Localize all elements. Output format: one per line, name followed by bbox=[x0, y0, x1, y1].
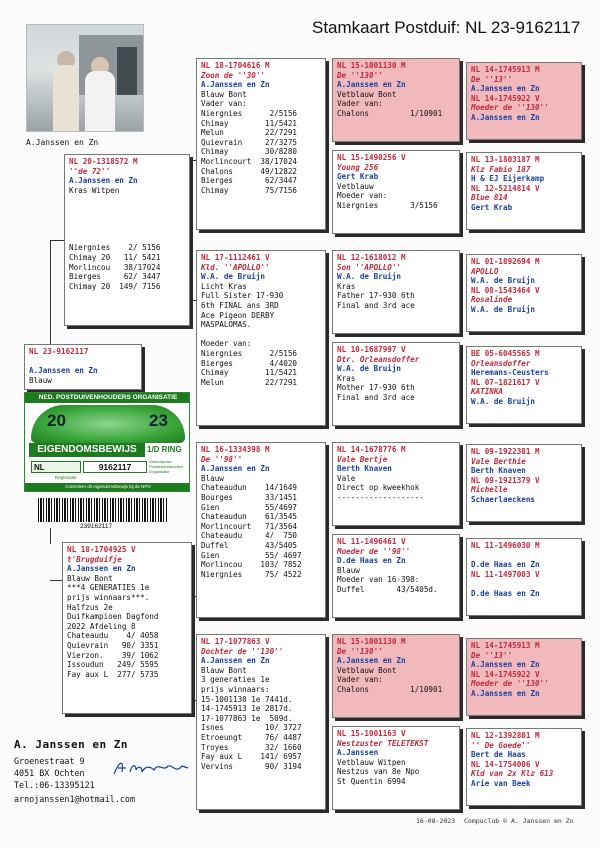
gen4-card-4: BE 05-6045565 M Orleansdoffer Heremans-Ceusters NL 07-1821617 V KATINKA W.A. de Bruijn bbox=[466, 346, 582, 424]
owner-signature-icon bbox=[112, 758, 192, 780]
barcode-number: 239162117 bbox=[80, 523, 113, 530]
barcode bbox=[38, 498, 168, 522]
gen4-card-7: NL 14-1745913 M De ''13'' A.Janssen en Zn NL 14-1745922 V Moeder de ''130'' A.Janssen en Zn bbox=[466, 638, 582, 716]
father-card bbox=[64, 154, 190, 326]
mother-card bbox=[62, 542, 192, 714]
father-ring: NL 20-1318572 M bbox=[69, 157, 138, 166]
connector bbox=[50, 240, 64, 241]
mother-color: Blauw Bont bbox=[67, 573, 113, 583]
father-results: Niergnies 2/ 5156 Chimay 20 11/ 5421 Morlincou 38/17024 Bierges 62/ 3447 Chimay 20 149/ 7156 bbox=[69, 243, 161, 291]
ff-card: NL 18-1704616 M Zoon de ''30'' A.Janssen en Zn Blauw Bont Vader van: Niergnies 2/5156 Chimay 11/5421 Melun 22/7291 Quievrain 27/3275 Chimay 30/8280 Morlincourt 38/17024 Chalons 49/12822 Bierges 62/3447 Chimay 75/7156 bbox=[196, 58, 326, 230]
certificate-year-left: 20 bbox=[47, 411, 66, 430]
certificate-registration: Registratie bbox=[55, 475, 77, 480]
father-name: ''de 72'' bbox=[69, 166, 111, 176]
subject-breeder: A.Janssen en Zn bbox=[29, 366, 98, 376]
footer-copyright: Compuclub © A. Janssen en Zn bbox=[464, 817, 574, 825]
footer-date: 16-08-2023 bbox=[416, 817, 456, 825]
owner-tel: Tel.:06-13395121 bbox=[14, 780, 95, 790]
mmm-card: NL 15-1001163 V Nestzuster TELETEKST A.Janssen Vetblauw Witpen Nestzus van 8e Npo St Quentin 6994 bbox=[332, 726, 460, 810]
certificate-org: NED. POSTDUIVENHOUDERS ORGANISATIE bbox=[25, 393, 190, 403]
gen4-card-3: NL 01-1892694 M APOLLO W.A. de Bruijn NL 08-1543464 V Rosalinde W.A. de Bruijn bbox=[466, 254, 582, 332]
mmf-card: NL 15-1001130 M De ''130'' A.Janssen en Zn Vetblauw Bont Vader van: Chalons 1/10901 bbox=[332, 634, 460, 718]
connector bbox=[50, 240, 51, 344]
fmf-card: NL 12-1618012 M Son ''APOLLO'' W.A. de Bruijn Kras Father 17-930 6th Final and 3rd ace bbox=[332, 250, 460, 334]
gen4-card-2: NL 13-1803187 M Klz Fabio 187 H & EJ Eijerkamp NL 12-5214814 V Blue 814 Gert Krab bbox=[466, 152, 582, 230]
connector bbox=[50, 528, 51, 544]
ownership-certificate bbox=[24, 392, 190, 492]
father-color: Kras Witpen bbox=[69, 185, 120, 195]
connector bbox=[50, 580, 62, 581]
owner-email: arnojanssen1@hotmail.com bbox=[14, 794, 136, 804]
mother-breeder: A.Janssen en Zn bbox=[67, 564, 136, 574]
subject-card bbox=[24, 344, 142, 390]
owner-street: Groenestraat 9 bbox=[14, 756, 85, 766]
certificate-ring-suffix: 1/D RING bbox=[147, 445, 182, 454]
mf-card: NL 16-1334398 M De ''98'' A.Janssen en Zn Blauw Chateaudun 14/1649 Bourges 33/1451 Gien 55/4697 Chateaudun 61/3545 Morlincourt 71/3564 Chateaudu 4/ 750 Duffel 43/5405 Gien 55/ 4697 Morlincou 103/ 7852 Niergnies 75/ 4522 bbox=[196, 442, 326, 618]
gen4-card-6: NL 11-1496030 M D.de Haas en Zn NL 11-1497003 V D.de Haas en Zn bbox=[466, 538, 582, 616]
subject-color: Blauw bbox=[29, 375, 52, 385]
gen4-card-1: NL 14-1745913 M De ''13'' A.Janssen en Zn NL 14-1745922 V Moeder de ''130'' A.Janssen en Zn bbox=[466, 62, 582, 140]
certificate-npo: Nederlandse Postduivenhouders Organisatie bbox=[149, 459, 184, 474]
fm-card: NL 17-1112461 V Kld. ''APOLLO'' W.A. de Bruijn Licht Kras Full Sister 17-930 6th FINAL ans 3RD Ace Pigeon DERBY MASPALOMAS. Moeder van: Niergnies 2/5156 Bierges 4/4020 Chimay 11/5421 Melun 22/7291 bbox=[196, 250, 326, 426]
certificate-banner: EIGENDOMSBEWIJS bbox=[29, 443, 145, 457]
mff-card: NL 14-1678776 M Vale Bertje Berth Knaven Vale Direct op kweekhok ------------------- bbox=[332, 442, 460, 526]
ffm-card: NL 15-1490256 V Young 256 Gert Krab Vetblauw Moeder van: Niergnies 3/5156 bbox=[332, 150, 460, 234]
gen4-card-8: NL 12-1392801 M '' De Goede'' Bert de Haas NL 14-1754006 V Kld van 2x Klz 613 Arie van Beek bbox=[466, 728, 582, 806]
certificate-year-right: 23 bbox=[149, 411, 168, 430]
photo-caption: A.Janssen en Zn bbox=[26, 138, 99, 147]
subject-ring: NL 23-9162117 bbox=[29, 347, 89, 356]
certificate-footer: Controleer dit eigendomsbewijs bij de NPO bbox=[25, 483, 190, 491]
gen4-card-5: NL 09-1922381 M Vale Berthie Berth Knaven NL 09-1921379 V Michelle Schaerlaeckens bbox=[466, 444, 582, 522]
owner-photo bbox=[26, 24, 144, 132]
owner-name: A. Janssen en Zn bbox=[14, 738, 128, 751]
father-breeder: A.Janssen en Zn bbox=[69, 176, 138, 186]
page-title: Stamkaart Postduif: NL 23-9162117 bbox=[312, 18, 581, 37]
mm-card: NL 17-1077863 V Dochter de ''130'' A.Janssen en Zn Blauw Bont 3 generaties 1e prijs winnaars: 15-1001130 1e 7441d. 14-1745913 1e 2817d. 17-1077863 1e 509d. Isnes 10/ 3727 Etroeungt 76/ 4487 Troyes 32/ 1660 Fay aux L 141/ 6957 Vervins 90/ 3194 bbox=[196, 634, 326, 810]
fmm-card: NL 10-1687997 V Dtr. Orleansdoffer W.A. de Bruijn Kras Mother 17-930 6th Final and 3rd ace bbox=[332, 342, 460, 426]
mother-ring: NL 18-1704925 V bbox=[67, 545, 136, 554]
mfm-card: NL 11-1496461 V Moeder de ''98'' D.de Haas en Zn Blauw Moeder van 16-398: Duffel 43/5405d. bbox=[332, 534, 460, 618]
mother-results: ***4 GENERATIES 1e prijs winnaars***. Halfzus 2e Duifkampioen Dagfond 2022 Afdeling 8 Chateaudu 4/ 4058 Quievrain 90/ 3351 Vierzon. 39/ 1062 Issoudun 249/ 5595 Fay aux L 277/ 5735 bbox=[67, 583, 159, 679]
mother-name: t'Brugduifje bbox=[67, 554, 122, 564]
owner-city: 4051 BX Ochten bbox=[14, 768, 85, 778]
certificate-country: NL bbox=[31, 461, 81, 473]
certificate-number: 9162117 bbox=[83, 461, 147, 473]
fff-card: NL 15-1001130 M De ''130'' A.Janssen en Zn Vetblauw Bont Vader van: Chalons 1/10901 bbox=[332, 58, 460, 142]
